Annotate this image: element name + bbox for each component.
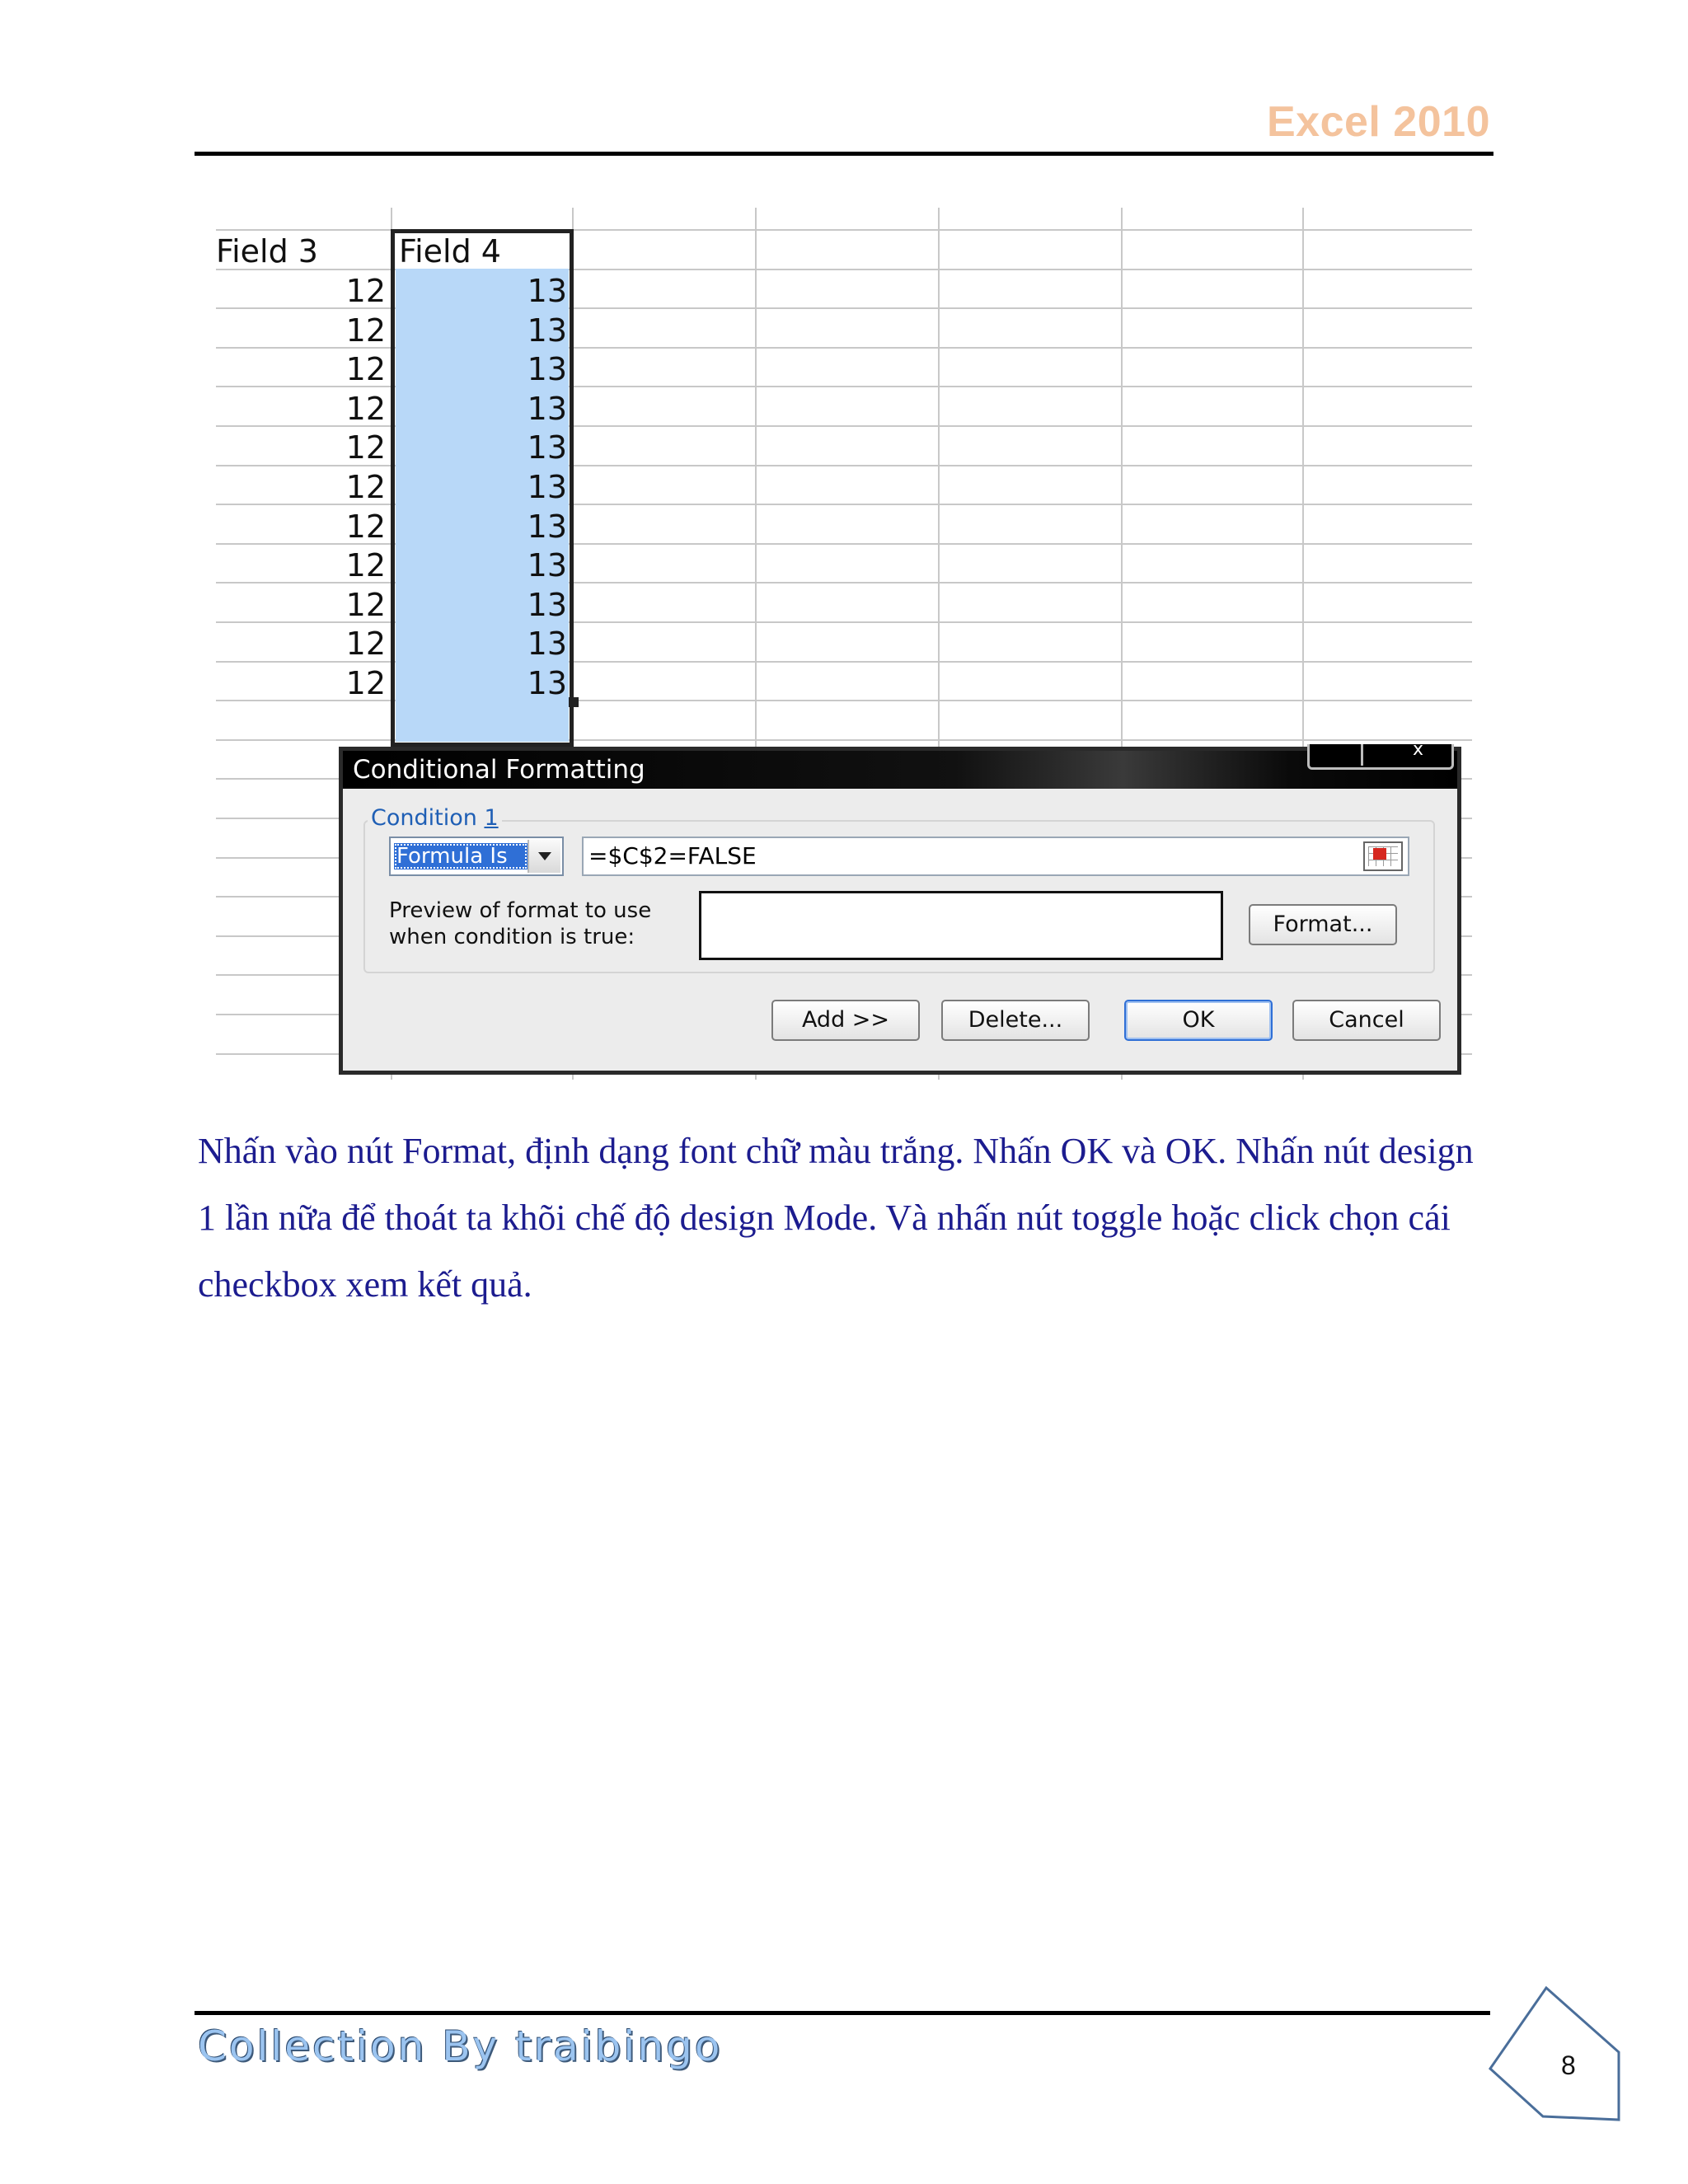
preview-label: Preview of format to use when condition is true: (389, 898, 652, 949)
cell-field3[interactable]: 12 (345, 508, 386, 545)
page-number-badge (1487, 1986, 1627, 2126)
add-button-label: Add >> (801, 1007, 890, 1033)
cell-field3[interactable]: 12 (345, 312, 386, 349)
condition-label-number: 1 (484, 805, 499, 831)
footer-brand: Collection By traibingo (198, 2022, 723, 2070)
cell-field4[interactable]: 13 (527, 665, 567, 701)
cell-field3[interactable]: 12 (345, 665, 386, 701)
dialog-title: Conditional Formatting (343, 751, 1457, 789)
cell-field3[interactable]: 12 (345, 351, 386, 388)
cell-field4[interactable]: 13 (527, 390, 567, 427)
delete-button[interactable] (941, 1000, 1090, 1041)
cell-field4[interactable]: 13 (527, 351, 567, 388)
add-button[interactable] (771, 1000, 920, 1041)
cancel-button[interactable] (1292, 1000, 1441, 1041)
cell-field4[interactable]: 13 (527, 312, 567, 349)
cell-field3[interactable]: 12 (345, 586, 386, 623)
control-separator (1361, 744, 1363, 766)
range-select-icon[interactable] (1363, 841, 1403, 871)
format-preview (699, 891, 1223, 960)
header-cell-field4[interactable]: Field 4 (399, 233, 501, 269)
cell-field4[interactable]: 13 (527, 547, 567, 584)
range-highlight (1373, 848, 1386, 860)
operator-select[interactable] (389, 837, 564, 876)
cell-field4[interactable]: 13 (527, 586, 567, 623)
cell-field3[interactable]: 12 (345, 547, 386, 584)
cell-field3[interactable]: 12 (345, 273, 386, 309)
page-number: 8 (1561, 2050, 1576, 2080)
cell-field4[interactable]: 13 (527, 626, 567, 663)
cell-field3[interactable]: 12 (345, 469, 386, 505)
format-button-label: Format... (1273, 912, 1373, 937)
delete-button-label: Delete... (968, 1007, 1063, 1033)
instruction-paragraph: Nhấn vào nút Format, định dạng font chữ màu trắng. Nhấn OK và OK. Nhấn nút design 1 lần nữa để thoát ta khõi chế độ design Mode. Và nhấn nút toggle hoặc click chọn cái checkbox xem kết quả. (198, 1131, 1474, 1305)
formula-input[interactable] (582, 837, 1409, 876)
operator-selected-value: Formula Is (394, 843, 528, 869)
formula-value: =$C$2=FALSE (588, 842, 757, 869)
format-button[interactable] (1249, 904, 1397, 945)
ok-button-label: OK (1182, 1007, 1215, 1033)
cell-field3[interactable]: 12 (345, 390, 386, 427)
chevron-down-icon[interactable] (528, 840, 560, 873)
window-controls (1307, 739, 1454, 770)
cell-field4[interactable]: 13 (527, 508, 567, 545)
cell-field3[interactable]: 12 (345, 429, 386, 466)
cancel-button-label: Cancel (1329, 1007, 1404, 1033)
fill-handle[interactable] (569, 697, 579, 707)
ok-button[interactable] (1124, 1000, 1273, 1041)
condition-label (368, 805, 502, 831)
condition-label-prefix: Condition (371, 805, 485, 831)
cell-field4[interactable]: 13 (527, 273, 567, 309)
cell-field4[interactable]: 13 (527, 429, 567, 466)
close-icon[interactable]: x (1412, 739, 1423, 760)
conditional-formatting-dialog (339, 739, 1461, 1075)
header-cell-field3[interactable]: Field 3 (216, 233, 318, 269)
cell-field4[interactable]: 13 (527, 469, 567, 505)
header-title: Excel 2010 (1266, 98, 1490, 146)
cell-field3[interactable]: 12 (345, 626, 386, 663)
footer-rule (195, 2011, 1490, 2015)
header-rule (195, 152, 1493, 156)
